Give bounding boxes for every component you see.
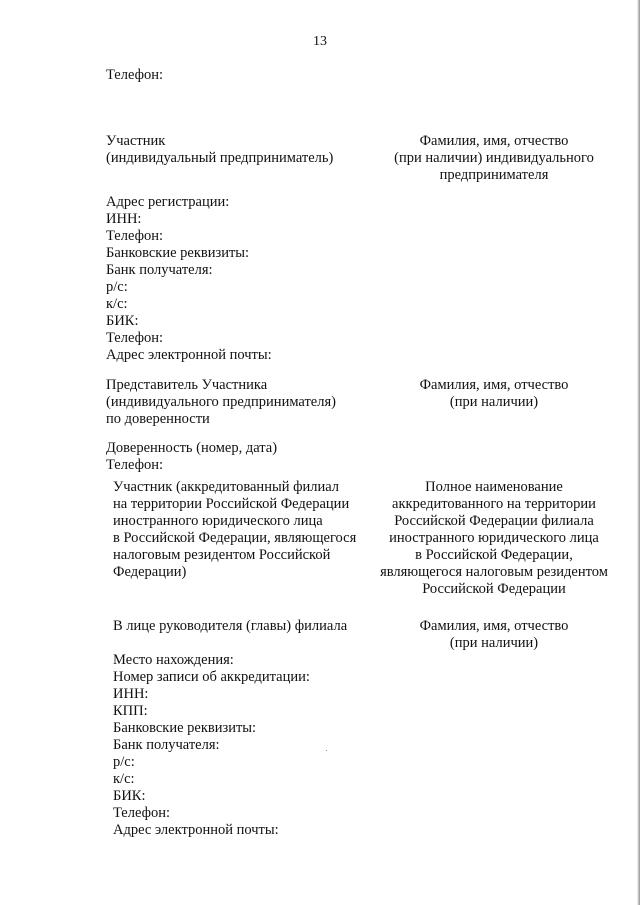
- ip-fio-line-1: Фамилия, имя, отчество: [419, 133, 569, 149]
- branch-name-line-2: аккредитованного на территории: [392, 496, 596, 512]
- rep-label-line-2: (индивидуального предпринимателя): [106, 394, 336, 410]
- head-field-kpp: КПП:: [113, 703, 148, 719]
- branch-name-line-6: являющегося налоговым резидентом: [380, 564, 608, 580]
- branch-name-line-4: иностранного юридического лица: [389, 530, 599, 546]
- branch-label-line-5: налоговым резидентом Российской: [113, 547, 331, 563]
- branch-name-line-7: Российской Федерации: [422, 581, 566, 597]
- head-field-bank: Банк получателя:: [113, 737, 220, 753]
- head-field-ks: к/с:: [113, 771, 135, 787]
- head-field-bik: БИК:: [113, 788, 146, 804]
- head-field-phone: Телефон:: [113, 805, 171, 821]
- branch-label-line-3: иностранного юридического лица: [113, 513, 323, 529]
- rep-label-line-1: Представитель Участника: [106, 377, 268, 393]
- scan-speck: [326, 750, 327, 751]
- ip-field-inn: ИНН:: [106, 211, 142, 227]
- ip-fio-line-2: (при наличии) индивидуального: [394, 150, 594, 166]
- head-field-accreditation-number: Номер записи об аккредитации:: [113, 669, 310, 685]
- branch-name-line-3: Российской Федерации филиала: [394, 513, 594, 529]
- rep-fio-line-2: (при наличии): [449, 394, 539, 410]
- branch-label-line-1: Участник (аккредитованный филиал: [113, 479, 340, 495]
- ip-field-ks: к/с:: [106, 296, 128, 312]
- rep-field-power-of-attorney: Доверенность (номер, дата): [106, 440, 278, 456]
- branch-label-line-6: Федерации): [113, 564, 187, 580]
- head-label: В лице руководителя (главы) филиала: [113, 618, 348, 634]
- rep-label-line-3: по доверенности: [106, 411, 210, 427]
- head-fio-line-1: Фамилия, имя, отчество: [419, 618, 569, 634]
- branch-name-line-1: Полное наименование: [425, 479, 563, 495]
- rep-field-phone: Телефон:: [106, 457, 164, 473]
- ip-field-reg-address: Адрес регистрации:: [106, 194, 230, 210]
- head-field-rs: р/с:: [113, 754, 135, 770]
- head-field-location: Место нахождения:: [113, 652, 234, 668]
- ip-participant-subtitle: (индивидуальный предприниматель): [106, 150, 334, 166]
- head-field-bank-details: Банковские реквизиты:: [113, 720, 257, 736]
- rep-fio-line-1: Фамилия, имя, отчество: [419, 377, 569, 393]
- branch-label-line-2: на территории Российской Федерации: [113, 496, 350, 512]
- ip-participant-label: Участник: [106, 133, 166, 149]
- ip-field-bik: БИК:: [106, 313, 139, 329]
- head-field-inn: ИНН:: [113, 686, 149, 702]
- ip-field-rs: р/с:: [106, 279, 128, 295]
- ip-field-phone-2: Телефон:: [106, 330, 164, 346]
- head-field-email: Адрес электронной почты:: [113, 822, 279, 838]
- ip-field-email: Адрес электронной почты:: [106, 347, 272, 363]
- ip-field-bank-details: Банковские реквизиты:: [106, 245, 250, 261]
- ip-fio-line-3: предпринимателя: [439, 167, 549, 183]
- head-fio-line-2: (при наличии): [449, 635, 539, 651]
- ip-field-phone: Телефон:: [106, 228, 164, 244]
- ip-field-bank: Банк получателя:: [106, 262, 213, 278]
- branch-name-line-5: в Российской Федерации,: [415, 547, 573, 563]
- branch-label-line-4: в Российской Федерации, являющегося: [113, 530, 357, 546]
- top-phone-label: Телефон:: [106, 67, 164, 83]
- page-number: 13: [313, 34, 327, 49]
